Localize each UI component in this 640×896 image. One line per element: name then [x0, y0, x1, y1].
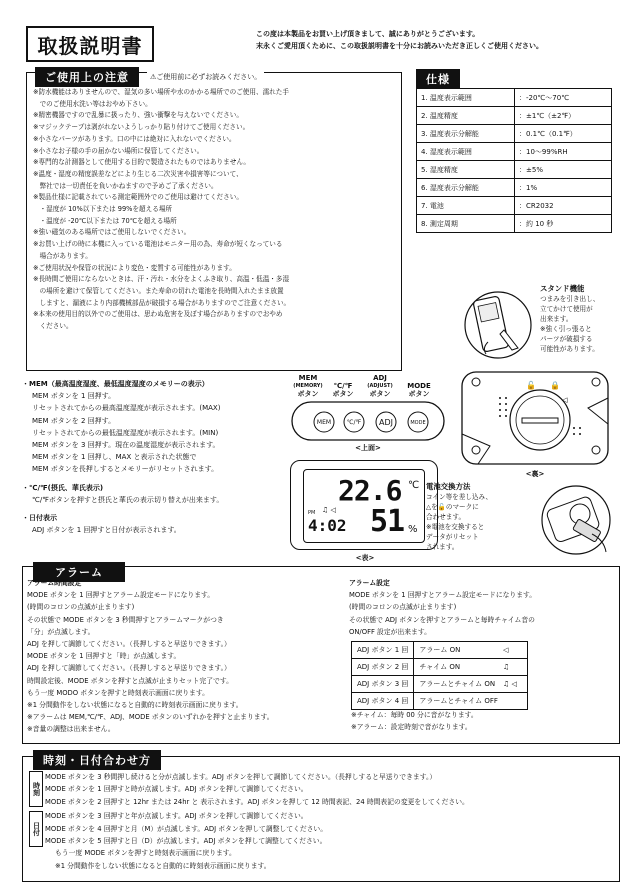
text-line: ※チャイム：毎時 00 分に音がなります。	[351, 711, 478, 719]
text-line: (時間のコロンの点滅が止まります)	[27, 603, 135, 612]
text-line: その状態で MODE ボタンを 3 秒間押すとアラームマークがつき	[27, 615, 224, 624]
svg-text:ADJ: ADJ	[379, 418, 393, 427]
adj-button-label	[360, 374, 400, 398]
text-line: の場所を避けて保管してください。また寿命の切れた電池を長時間入れたまま放置	[33, 286, 284, 295]
lcd-hum-unit: %	[408, 524, 418, 535]
spec-row	[417, 197, 612, 215]
text-line: もう一度 MODE ボタンを押すと時刻表示画面に戻ります。	[55, 849, 236, 858]
alarm-right-lines	[349, 589, 619, 638]
tail-lines	[45, 847, 617, 872]
alarm-mode-icon: ♫ ◁	[498, 676, 528, 693]
alarm-mode: チャイム ON	[414, 659, 498, 676]
text-line: ・温度が -20℃以下または 70℃を超える場所	[33, 216, 177, 225]
mem-section	[22, 378, 288, 536]
text-line: ※小さなお子様の手の届かない場所に保管してください。	[33, 146, 204, 155]
spec-row	[417, 161, 612, 179]
text-line: ※製品仕様に記載されている測定範囲外でのご使用は避けてください。	[33, 193, 243, 202]
spec-name: 7. 電池	[417, 197, 515, 215]
text-line: MEM ボタンを 1 回押し、MAX と表示された状態で	[32, 453, 197, 462]
spec-title: 仕様	[416, 69, 460, 89]
text-line: MODE ボタンを 1 回押すと時が点滅します。ADJ ボタンを押して調節してください。	[45, 785, 308, 794]
time-side-text: 時刻	[32, 782, 41, 796]
text-line: MEM ボタンを長押しするとメモリーがリセットされます。	[32, 465, 219, 474]
text-line: ※強く引っ張ると	[540, 325, 592, 333]
text-line: しますと、漏液により内部機械部品が破損する場合がありますのでご注意ください。	[33, 298, 291, 307]
spec-value: ：約 10 秒	[515, 215, 612, 233]
alarm-left-title: アラーム時間設定	[27, 579, 82, 587]
label-text: MODE	[407, 382, 431, 390]
intro-line: 末永くご愛用頂くために、この取扱説明書を十分にお読みいただき正しくご使用ください。	[256, 42, 543, 50]
alarm-mode-icon	[498, 693, 528, 710]
text-line: もう一度 MODO ボタンを押すと時刻表示画面に戻ります。	[27, 688, 209, 697]
cf-line: ℃/℉ボタンを押すと摂氏と華氏の表示切り替えが出来ます。	[32, 495, 224, 504]
alarm-table	[351, 641, 528, 710]
label-text: ℃/℉	[333, 382, 353, 390]
text-line: でのご使用水洗い等はおやめ下さい。	[33, 99, 152, 108]
mem-title: ・MEM（最高温度湿度、最低温度湿度のメモリーの表示）	[22, 380, 209, 388]
stand-illustration	[458, 290, 538, 360]
alarm-time-setting	[27, 577, 327, 736]
label-kana: ボタン	[332, 390, 354, 398]
svg-text:MODE: MODE	[410, 420, 426, 426]
alarm-left-lines	[27, 589, 327, 735]
spec-value: ：±5%	[515, 161, 612, 179]
text-line: MEM ボタンを 3 回押す。現在の温度湿度が表示されます。	[32, 441, 220, 450]
alarm-row	[352, 693, 528, 710]
battery-illustration	[534, 484, 616, 556]
text-line: ※温度・湿度の精度誤差などにより生じる二次災害や損害等について、	[33, 169, 243, 178]
spec-name: 5. 湿度精度	[417, 161, 515, 179]
text-line: ※お買い上げの時に本機に入っている電池はモニター用の為、寿命が短くなっている	[33, 240, 283, 249]
spec-name: 6. 湿度表示分解能	[417, 179, 515, 197]
mem-button-label	[288, 374, 328, 398]
text-line: 場合があります。	[33, 251, 92, 260]
spec-value: ：10〜99%RH	[515, 143, 612, 161]
text-line: ※長時間ご使用にならないときは、汗・汚れ・水分をよくふき取り、高温・低温・多湿	[33, 275, 290, 284]
time-side-label	[29, 771, 43, 807]
text-line: パーツが破損する	[540, 335, 593, 343]
battery-lines	[426, 492, 546, 552]
alarm-button-count: ADJ ボタン 1 回	[352, 642, 414, 659]
text-line: MODE ボタンを 5 回押すと日（D）が点滅します。ADJ ボタンを押して調整してください。	[45, 837, 327, 846]
spec-name: 1. 温度表示範囲	[417, 89, 515, 107]
label-kana: ボタン	[369, 390, 391, 398]
spec-table	[416, 88, 612, 233]
spec-row	[417, 125, 612, 143]
text-line: ADJ を押して調節してください。（長押しすると早送りできます。）	[27, 664, 231, 673]
alarm-mode: アラーム ON	[414, 642, 498, 659]
text-line: △を🔓のマークに	[426, 503, 479, 511]
text-line: ※強い磁気のある場所ではご使用しないでください。	[33, 228, 191, 237]
front-label: <表>	[355, 554, 375, 562]
text-line: MODE ボタンを 2 回押すと 12hr または 24hr と 表示されます。ADJ ボタンを押して 12 時間表記、24 時間表記の変更をしてください。	[45, 797, 469, 806]
text-line: MODE ボタンを 1 回押すとアラーム設定モードになります。	[349, 591, 537, 600]
lcd-humidity: 51	[370, 504, 405, 539]
alarm-right-title: アラーム設定	[349, 579, 390, 587]
time-body	[45, 771, 617, 872]
cf-title: ・℃/℉(摂氏、華氏表示)	[22, 483, 104, 492]
spec-row	[417, 179, 612, 197]
text-line: 「分」が点滅します。	[27, 627, 95, 636]
date-side-text: 日付	[32, 822, 41, 836]
back-label: <裏>	[525, 470, 545, 478]
alarm-section	[22, 566, 620, 744]
spec-row	[417, 89, 612, 107]
text-line: MEM ボタンを 1 回押す。	[32, 392, 116, 401]
text-line: ※専門的な計測器として使用する目的で製造されたものではありません。	[33, 158, 250, 167]
text-line: データがリセット	[426, 533, 479, 541]
alarm-button-count: ADJ ボタン 2 回	[352, 659, 414, 676]
time-title: 時刻・日付合わせ方	[33, 750, 161, 770]
label-text: MEM	[298, 374, 318, 382]
text-line: されます。	[426, 543, 459, 551]
text-line: MODE ボタンを 3 秒間押し続けると分が点滅します。ADJ ボタンを押して調節してください。（長押しすると早送りできます。）	[45, 773, 437, 781]
intro-text	[256, 28, 636, 52]
alarm-title: アラーム	[33, 562, 125, 582]
text-line: 立てかけて使用が	[540, 305, 593, 313]
caution-title: ご使用上の注意	[35, 67, 139, 87]
stand-title: スタンド機能	[540, 284, 585, 293]
spec-value: ：±1℃（±2℉）	[515, 107, 612, 125]
alarm-row	[352, 642, 528, 659]
spec-header	[416, 68, 460, 89]
spec-value: ：0.1℃（0.1℉）	[515, 125, 612, 143]
text-line: MODE ボタンを 3 回押すと年が点滅します。ADJ ボタンを押して調節してください。	[45, 812, 308, 821]
label-kana: ボタン	[297, 390, 319, 398]
spec-name: 4. 湿度表示範囲	[417, 143, 515, 161]
top-view-illustration	[290, 400, 446, 442]
text-line: MODE ボタンを 1 回押すとアラーム設定モードになります。	[27, 591, 215, 600]
text-line: MEM ボタンを 2 回押す。	[32, 416, 116, 425]
spec-name: 8. 測定周期	[417, 215, 515, 233]
stand-text	[540, 284, 636, 354]
text-line: ・湿度が 10%以下または 99%を超える場所	[33, 205, 173, 214]
battery-text	[426, 482, 546, 552]
alarm-bell-icon: ♫ ◁	[322, 506, 336, 514]
alarm-mode: アラームとチャイム ON	[414, 676, 498, 693]
mem-lines	[22, 390, 288, 475]
text-line: ※マジックテープは剥がれないようしっかり貼り付けてご使用ください。	[33, 123, 250, 132]
time-date-section	[22, 756, 620, 882]
date-lines	[45, 810, 617, 847]
text-line: リセットされてからの最高温度湿度が表示されます。(MAX)	[32, 404, 221, 413]
text-line: (時間のコロンの点滅が止まります)	[349, 603, 457, 612]
text-line: ※1 分間動作をしない状態になると自動的に時刻表示画面に戻ります。	[27, 701, 243, 710]
spec-name: 2. 温度精度	[417, 107, 515, 125]
lcd-screen	[303, 469, 425, 543]
label-kana: ボタン	[408, 390, 430, 398]
text-line: 可能性があります。	[540, 345, 599, 353]
page-title: 取扱説明書	[26, 26, 154, 62]
text-line: ADJ を押して調節してください。（長押しすると早送りできます。）	[27, 640, 231, 649]
text-line: MODE ボタンを 1 回押すと「時」が点滅します。	[27, 652, 181, 661]
alarm-row	[352, 676, 528, 693]
text-line: ※音量の調整は出来ません。	[27, 725, 115, 734]
text-line: 出来ます。	[540, 315, 573, 323]
svg-text:◁: ◁	[562, 396, 568, 404]
time-lines	[45, 771, 617, 808]
spec-value: ：1%	[515, 179, 612, 197]
date-line: ADJ ボタンを 1 回押すと日付が表示されます。	[32, 526, 181, 535]
text-line: ※アラーム：設定時刻で音がなります。	[351, 723, 472, 731]
text-line: ※電池を交換すると	[426, 523, 485, 531]
battery-title: 電池交換方法	[426, 482, 471, 491]
text-line: 弊社では一切責任を負いかねますので予めご了承ください。	[33, 181, 218, 190]
lcd-pm: PM	[308, 510, 316, 516]
spec-value: ：-20℃〜70℃	[515, 89, 612, 107]
alarm-mode-icon: ◁	[498, 642, 528, 659]
lcd-temp-unit: ℃	[408, 480, 420, 491]
text-line: ※アラームは MEM,℃/℉、ADJ、MODE ボタンのいずれかを押すと止まります。	[27, 713, 274, 722]
text-line: その状態で ADJ ボタンを押すとアラームと毎時チャイム音の	[349, 615, 535, 624]
svg-text:MEM: MEM	[316, 419, 332, 426]
caution-list	[33, 87, 399, 333]
date-title: ・日付表示	[22, 514, 57, 523]
caution-section	[26, 72, 402, 371]
alarm-button-count: ADJ ボタン 3 回	[352, 676, 414, 693]
intro-line: この度は本製品をお買い上げ頂きまして、誠にありがとうございます。	[256, 30, 480, 38]
caution-subtitle: ⚠ご使用前に必ずお読みください。	[147, 72, 264, 82]
top-label: <上面>	[355, 444, 381, 452]
text-line: ください。	[33, 322, 73, 331]
text-line: コイン等を差し込み、	[426, 493, 493, 501]
spec-row	[417, 215, 612, 233]
date-side-label	[29, 811, 43, 847]
svg-text:℃/℉: ℃/℉	[346, 419, 362, 426]
spec-name: 3. 温度表示分解能	[417, 125, 515, 143]
cf-button-label	[328, 382, 358, 398]
alarm-row	[352, 659, 528, 676]
front-view-illustration	[290, 460, 438, 550]
label-sub: (ADJUST)	[367, 383, 393, 389]
svg-text:🔓: 🔓	[526, 381, 536, 390]
mode-button-label	[400, 382, 438, 398]
spec-row	[417, 143, 612, 161]
text-line: ※防水機能はありませんので、湿気の多い場所や水のかかる場所でのご使用、濡れた手	[33, 88, 289, 96]
alarm-setting	[349, 577, 619, 638]
text-line: つまみを引き出し、	[540, 295, 600, 303]
spec-row	[417, 107, 612, 125]
text-line: リセットされてからの最低温度湿度が表示されます。(MIN)	[32, 428, 219, 437]
label-text: ADJ	[373, 374, 387, 382]
alarm-mode: アラームとチャイム OFF	[414, 693, 498, 710]
text-line: 時間設定後、MODE ボタンを押すと点滅が止まりセット完了です。	[27, 676, 233, 685]
caution-header	[35, 67, 264, 87]
time-header	[33, 749, 161, 770]
lcd-time: 4:02	[308, 516, 347, 535]
lcd-temperature: 22.6	[338, 474, 402, 507]
text-line: MODE ボタンを 4 回押すと月（M）が点滅します。ADJ ボタンを押して調整してください。	[45, 824, 328, 833]
alarm-mode-icon: ♫	[498, 659, 528, 676]
svg-text:🔒: 🔒	[550, 381, 560, 390]
text-line: 合わせます。	[426, 513, 466, 521]
text-line: ※精密機器ですので乱暴に扱ったり、強い衝撃を与えないでください。	[33, 111, 243, 120]
alarm-notes	[351, 709, 478, 733]
stand-lines	[540, 294, 636, 354]
label-sub: (MEMORY)	[293, 383, 323, 389]
alarm-button-count: ADJ ボタン 4 回	[352, 693, 414, 710]
back-view-illustration	[460, 368, 610, 468]
text-line: ※ご使用状況や保管の状況により変色・変質する可能性があります。	[33, 263, 236, 272]
text-line: ※本来の使用目的以外でのご使用は、思わぬ危害を及ぼす場合がありますのでおやめ	[33, 310, 283, 319]
text-line: ON/OFF 設定が出来ます。	[349, 627, 431, 636]
spec-value: ：CR2032	[515, 197, 612, 215]
text-line: ※1 分間動作をしない状態になると自動的に時刻表示画面に戻ります。	[55, 861, 271, 870]
text-line: ※小さなパーツがあります。口の中には絶対に入れないでください。	[33, 134, 236, 143]
